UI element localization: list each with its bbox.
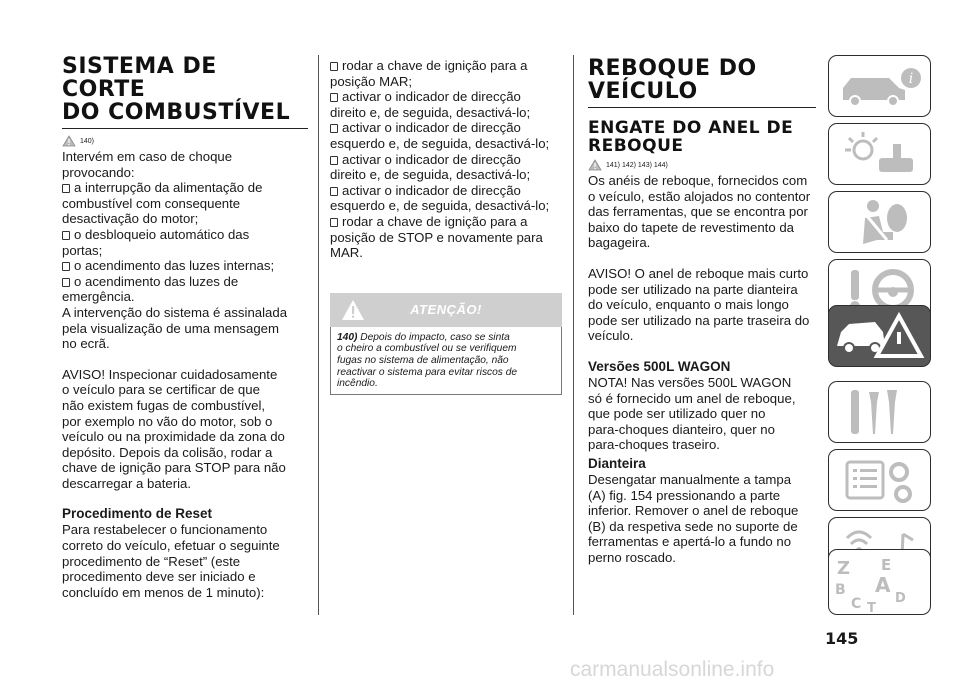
list-item: activar o indicador de direcção direito e, de seguida, desactivá-lo; bbox=[330, 151, 531, 183]
tab-technical-data[interactable] bbox=[828, 449, 931, 511]
subheading-wagon: Versões 500L WAGON bbox=[588, 358, 731, 374]
paragraph: Para restabelecer o funcionamento correto do veículo, efetuar o seguinte procedimento de “Reset” (este procedimento deve ser iniciado e concluído em menos de 1 minuto): bbox=[62, 522, 280, 600]
index-letter: D bbox=[895, 591, 906, 606]
tab-maintenance[interactable] bbox=[828, 381, 931, 443]
index-letter: T bbox=[867, 601, 876, 614]
tab-safety[interactable] bbox=[828, 191, 931, 253]
tab-car-info[interactable] bbox=[828, 55, 931, 117]
column-divider bbox=[318, 55, 319, 615]
note-paragraph: NOTA! Nas versões 500L WAGON só é fornecido um anel de reboque, que pode ser utilizado quer no para-choques dianteiro, quer no para-choques traseiro. bbox=[588, 374, 796, 453]
list-item: o acendimento das luzes internas; bbox=[62, 258, 308, 274]
list-item: activar o indicador de direcção esquerdo e, de seguida, desactivá-lo; bbox=[330, 120, 550, 151]
index-letter: C bbox=[851, 596, 862, 612]
tab-index[interactable] bbox=[828, 549, 931, 615]
car-breakdown-warning-icon bbox=[829, 306, 929, 366]
bullet-icon bbox=[62, 184, 70, 193]
warning-title: ATENÇÃO! bbox=[410, 302, 482, 318]
bullet-icon bbox=[62, 262, 70, 271]
svg-text:i: i bbox=[908, 71, 914, 87]
maintenance-tools-icon bbox=[829, 382, 929, 442]
index-letter: Z bbox=[837, 558, 851, 579]
index-letter: E bbox=[881, 556, 892, 574]
warning-triangle-icon bbox=[588, 159, 602, 171]
title-rule bbox=[62, 128, 308, 129]
list-item: a interrupção da alimentação de combustível com consequente desactivação do motor; bbox=[62, 180, 263, 227]
list-item: rodar a chave de ignição para a posição MAR; bbox=[330, 58, 528, 89]
list-item: o acendimento das luzes de emergência. bbox=[62, 273, 239, 305]
tab-dashboard-lights[interactable] bbox=[828, 123, 931, 185]
warning-text: 140) Depois do impacto, caso se sinta o cheiro a combustível ou se verifiquem fugas no sistema de alimentação, não reactivar o sistema para evitar riscos de incêndio. bbox=[330, 327, 562, 395]
bullet-icon bbox=[330, 187, 338, 196]
intro-text: Intervém em caso de choque provocando: bbox=[62, 149, 233, 180]
notice-paragraph: AVISO! Inspecionar cuidadosamente o veículo para se certificar de que não existem fugas de combustível, por exemplo no vão do motor, sob o veículo ou na proximidade da zona do depósito. Depois da colisão, rodar a chave de ignição para STOP para não descarregar a bateria. bbox=[62, 366, 286, 491]
index-letter: A bbox=[875, 573, 891, 597]
subheading-reset: Procedimento de Reset bbox=[62, 506, 213, 522]
notice-paragraph: AVISO! O anel de reboque mais curto pode ser utilizado na parte dianteira do veículo, enquanto o mais longo pode ser utilizado na parte traseira do veículo. bbox=[588, 265, 810, 344]
list-item: activar o indicador de direcção direito e, de seguida, desactivá-lo; bbox=[330, 89, 531, 120]
dashboard-lights-icon bbox=[829, 124, 929, 184]
section-title: REBOQUE DO VEÍCULO bbox=[588, 56, 757, 104]
seatbelt-airbag-icon bbox=[829, 192, 929, 252]
technical-data-icon bbox=[829, 450, 929, 510]
list-item: activar o indicador de direcção esquerdo e, de seguida, desactivá-lo; bbox=[330, 182, 550, 214]
page-number: 145 bbox=[825, 629, 859, 648]
warning-triangle-icon bbox=[340, 298, 366, 322]
tab-emergency[interactable] bbox=[828, 305, 931, 367]
bullet-icon bbox=[330, 218, 338, 227]
warning-box bbox=[330, 293, 562, 395]
warning-references: 140) bbox=[62, 135, 308, 147]
paragraph: Os anéis de reboque, fornecidos com o veículo, estão alojados no contentor das ferramentas, que se encontra por baixo do tapete de revestimento da bagageira. bbox=[588, 173, 811, 251]
warning-header bbox=[330, 293, 562, 327]
paragraph: Desengatar manualmente a tampa (A) fig. 154 pressionando a parte inferior. Remover o anel de reboque (B) da respetiva sede no suporte de ferramentas e apertá-lo a fundo no perno roscado. bbox=[588, 471, 799, 565]
warning-references: 141) 142) 143) 144) bbox=[588, 159, 820, 171]
paragraph: A intervenção do sistema é assinalada pela visualização de uma mensagem no ecrã. bbox=[62, 304, 288, 352]
bullet-icon bbox=[330, 62, 338, 71]
title-rule bbox=[588, 107, 816, 108]
list-item: o desbloqueio automático das portas; bbox=[62, 226, 250, 258]
column-divider bbox=[573, 55, 574, 615]
bullet-icon bbox=[62, 278, 70, 287]
list-item: rodar a chave de ignição para a posição de STOP e novamente para MAR. bbox=[330, 213, 543, 261]
subsection-title: ENGATE DO ANEL DE REBOQUE bbox=[588, 118, 794, 156]
index-letter: B bbox=[835, 582, 846, 598]
subheading-front: Dianteira bbox=[588, 455, 646, 471]
bullet-icon bbox=[62, 231, 70, 240]
bullet-icon bbox=[330, 124, 338, 133]
car-info-icon bbox=[829, 56, 929, 116]
warning-triangle-icon bbox=[62, 135, 76, 147]
bullet-icon bbox=[330, 156, 338, 165]
section-title: SISTEMA DE CORTE DO COMBUSTÍVEL bbox=[62, 54, 291, 125]
alphabetical-index-icon bbox=[829, 550, 929, 614]
footer-watermark: carmanualsonline.info bbox=[570, 658, 775, 681]
bullet-icon bbox=[330, 93, 338, 102]
